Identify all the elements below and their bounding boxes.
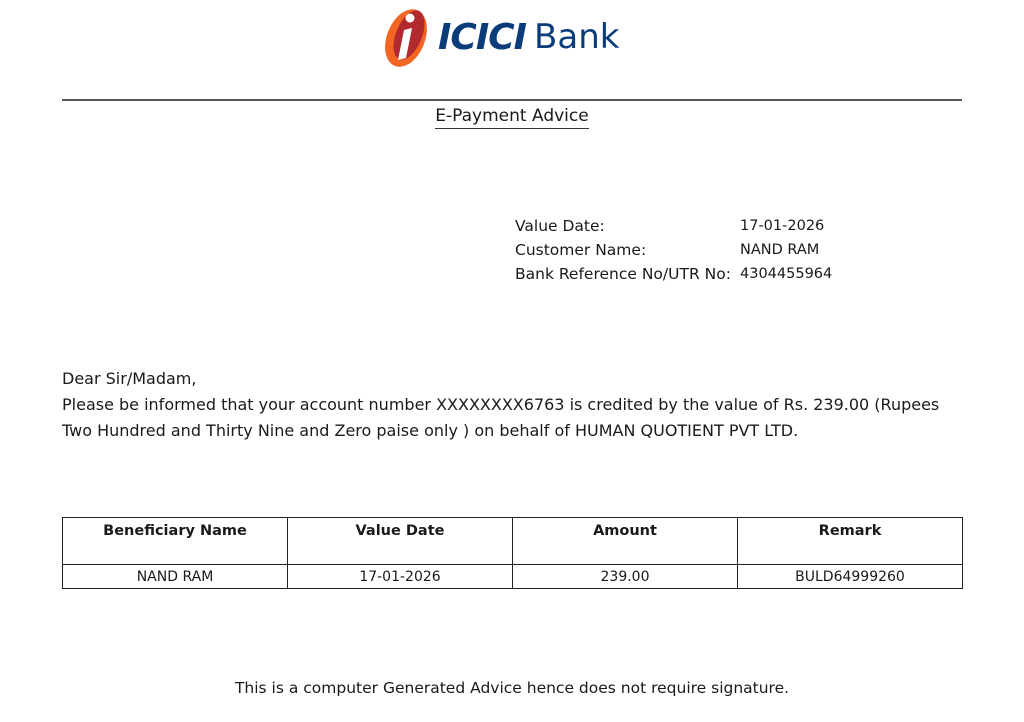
column-header: Amount	[513, 518, 738, 565]
table-header-row	[63, 518, 963, 565]
brand-name-icici: ICICI	[438, 16, 527, 58]
detail-customer-name	[515, 242, 832, 259]
bank-logo	[380, 2, 619, 72]
detail-label: Value Date:	[515, 217, 605, 235]
column-header: Beneficiary Name	[63, 518, 288, 565]
detail-bank-reference	[515, 266, 832, 283]
advice-letter	[62, 366, 962, 444]
page-title	[0, 106, 1024, 126]
table-cell: 17-01-2026	[288, 565, 513, 589]
detail-value: 17-01-2026	[740, 218, 825, 234]
brand-name-bank: Bank	[534, 17, 620, 57]
detail-label: Bank Reference No/UTR No:	[515, 265, 731, 283]
detail-value-date	[515, 218, 832, 235]
table-cell: BULD64999260	[738, 565, 963, 589]
column-header: Value Date	[288, 518, 513, 565]
payment-details	[515, 218, 832, 283]
icici-bank-logo-icon	[380, 2, 432, 72]
table-cell: NAND RAM	[63, 565, 288, 589]
footer-note: This is a computer Generated Advice hence does not require signature.	[234, 679, 790, 697]
column-header: Remark	[738, 518, 963, 565]
header-divider	[62, 99, 962, 101]
detail-value: 4304455964	[740, 266, 833, 282]
detail-value: NAND RAM	[740, 242, 820, 258]
beneficiary-table	[62, 517, 963, 589]
letter-body: Please be informed that your account number XXXXXXXX6763 is credited by the value of Rs. 239.00 (Rupees Two Hundred and Thirty Nine and Zero paise only ) on behalf of HUMAN QUOTIENT PVT LTD.	[62, 395, 940, 440]
detail-label: Customer Name:	[515, 241, 647, 259]
table-row	[63, 565, 963, 589]
page-title-text: E-Payment Advice	[435, 106, 588, 129]
table-cell: 239.00	[513, 565, 738, 589]
salutation: Dear Sir/Madam,	[62, 369, 197, 388]
